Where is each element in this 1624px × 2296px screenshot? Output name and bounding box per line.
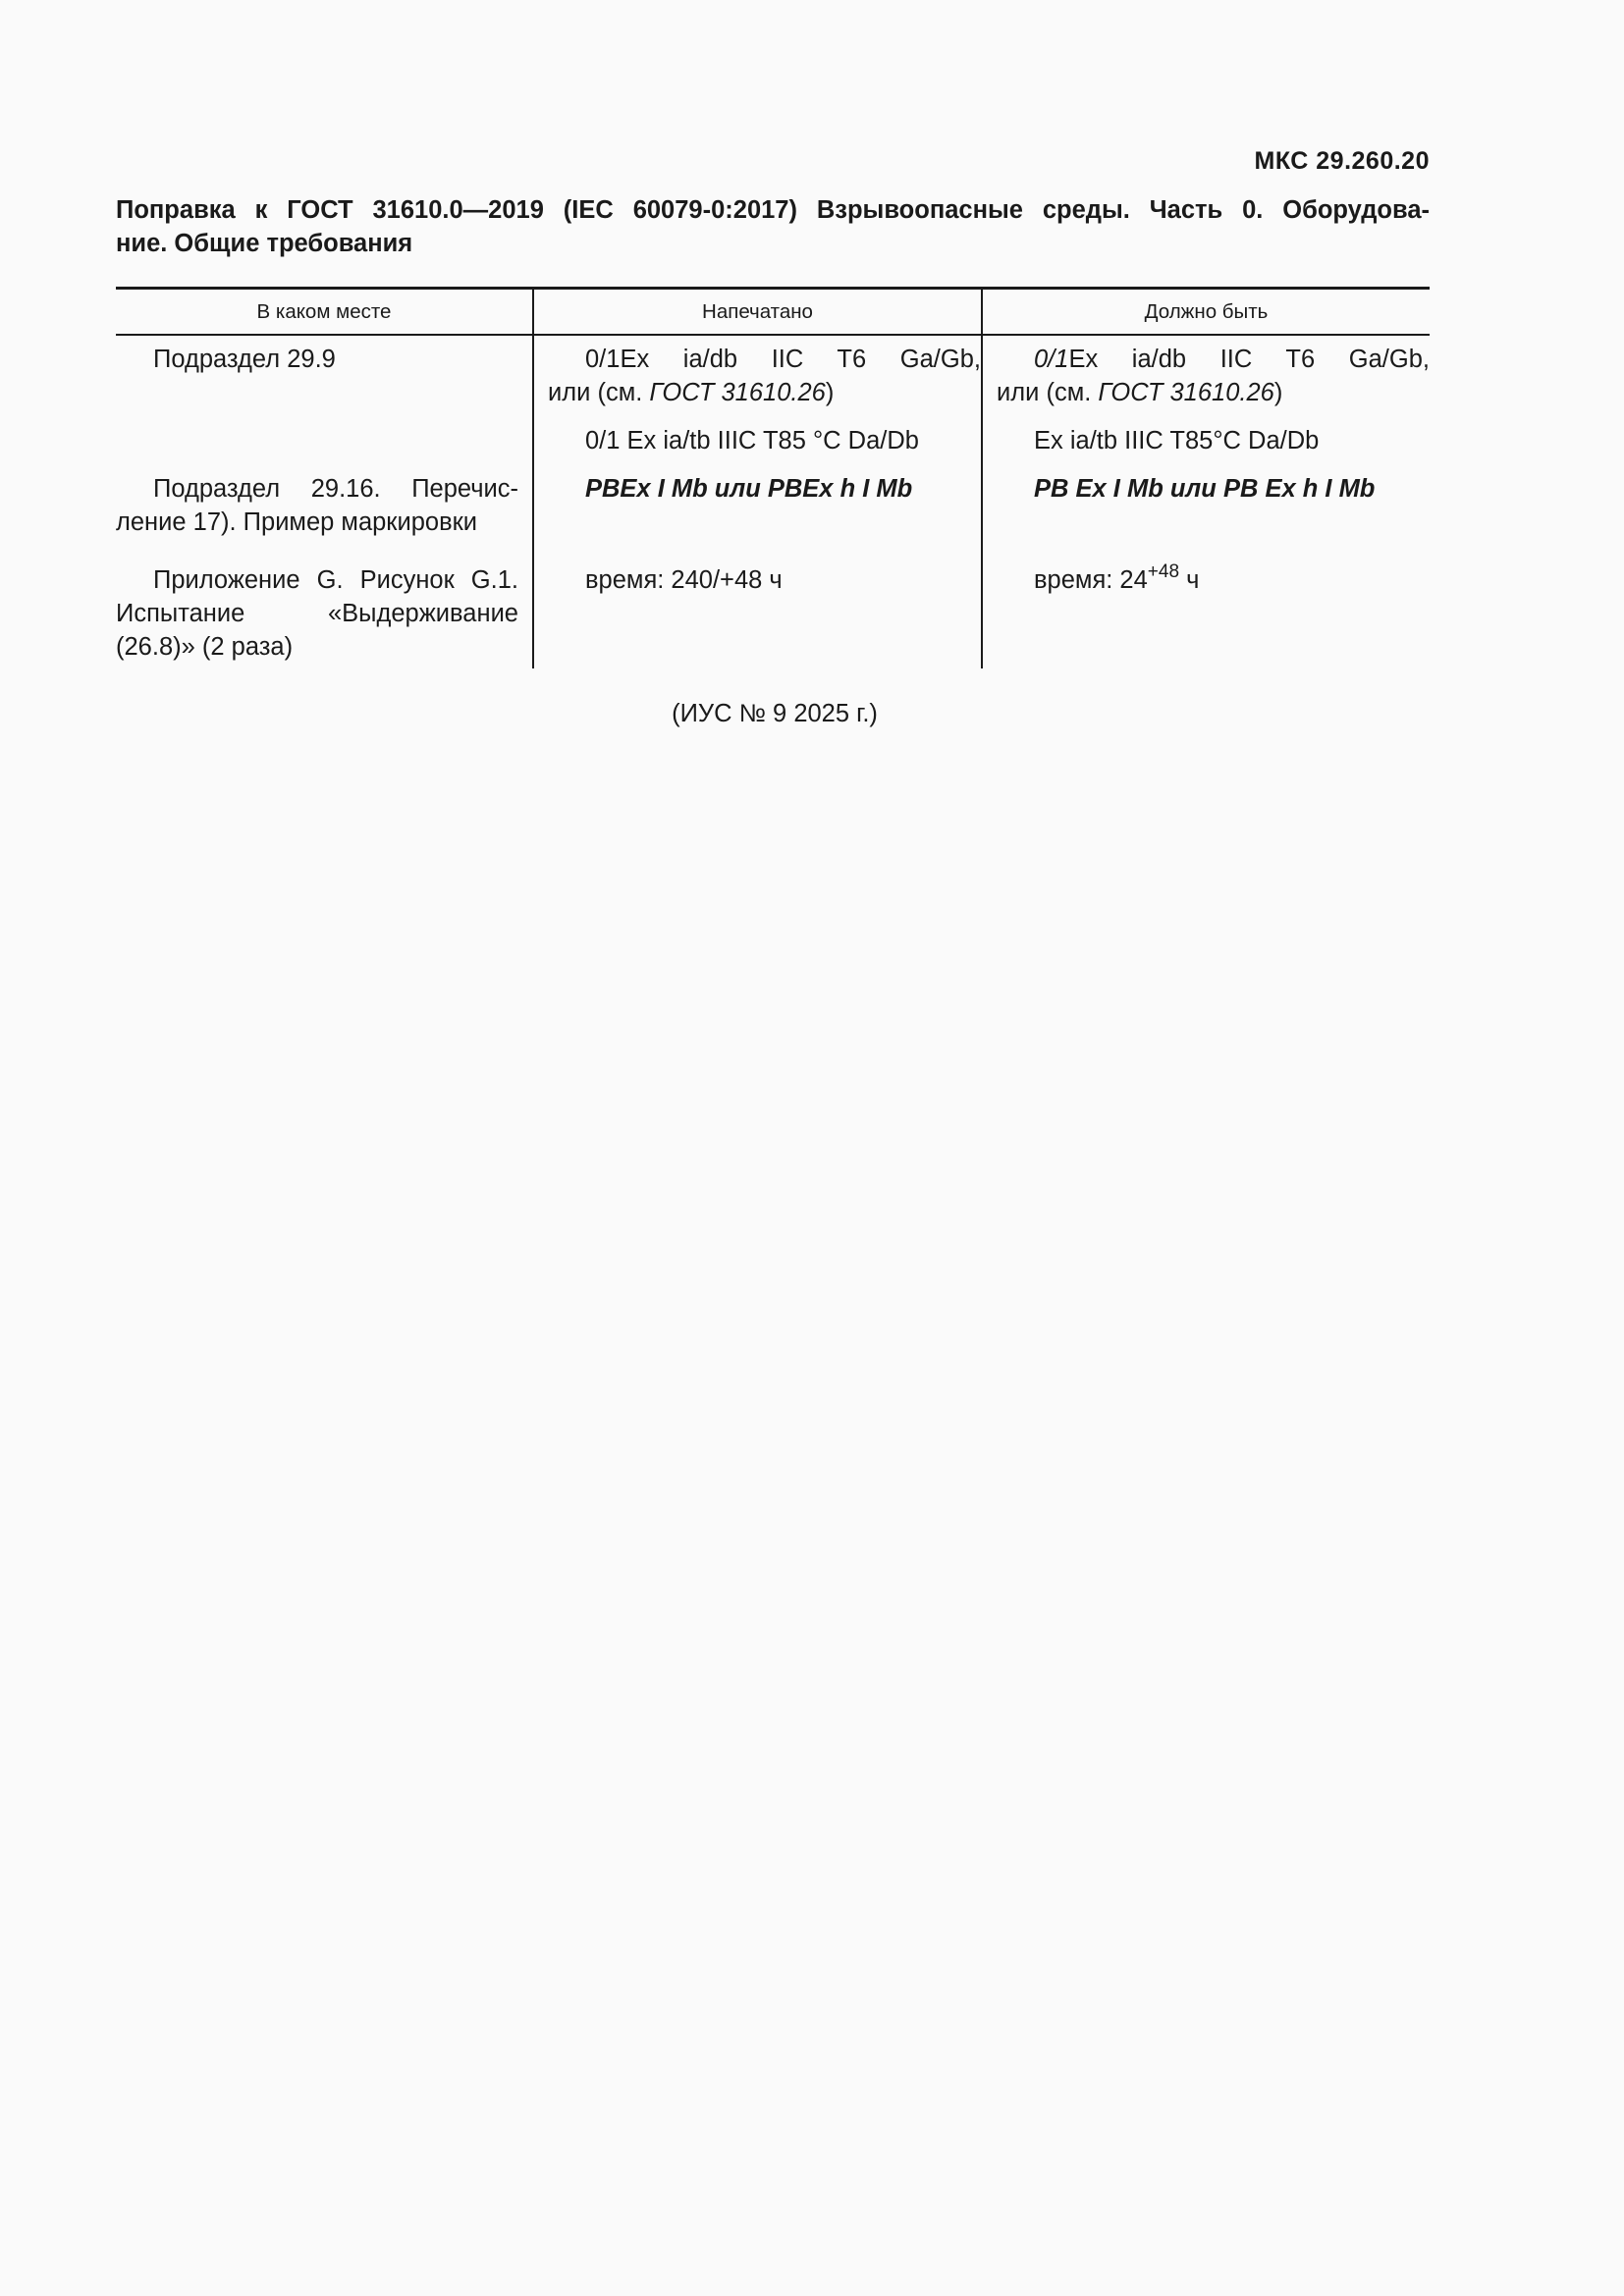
table-row [116,335,1430,409]
column-header-correct: Должно быть [982,289,1430,336]
table-row [116,409,1430,457]
correct-ref: ГОСТ 31610.26 [1098,379,1274,406]
correct-prefix: время: 24 [1034,566,1148,594]
correct-superscript: +48 [1147,561,1180,582]
table-header-row [116,289,1430,336]
cell-printed: PBEx I Mb или PBEx h I Mb [533,457,982,539]
table-row [116,457,1430,539]
printed-line-1: 0/1Ex ia/db IIC T6 Ga/Gb, [585,346,981,373]
cell-place [116,457,533,539]
publication-note: (ИУС № 9 2025 г.) [672,700,878,727]
correct-line-2 [997,376,1430,409]
cell-correct [982,539,1430,668]
place-line-1: Приложение G. Рисунок G.1. [153,566,518,594]
table-row [116,539,1430,668]
cell-correct: PB Ex I Mb или PB Ex h I Mb [982,457,1430,539]
correct-ref-prefix: или (см. [997,379,1099,406]
classification-code: МКС 29.260.20 [1254,147,1430,175]
place-line-1: Подраздел 29.16. Перечис- [153,475,518,503]
cell-printed [533,335,982,409]
correct-line-1 [997,343,1430,376]
place-line-2: ление 17). Пример маркировки [116,508,478,536]
printed-ref-suffix: ) [825,379,835,406]
printed-ref-prefix: или (см. [548,379,650,406]
cell-printed: время: 240/+48 ч [533,539,982,668]
cell-printed: 0/1 Ex ia/tb IIIC T85 °C Da/Db [533,409,982,457]
printed-ref: ГОСТ 31610.26 [649,379,826,406]
printed-line-2 [548,376,981,409]
cell-place [116,409,533,457]
title-line-2: ние. Общие требования [116,230,413,257]
column-header-printed: Напечатано [533,289,982,336]
correct-italic-prefix: 0/1 [1034,346,1069,373]
corrections-table [116,287,1430,668]
title-line-1: Поправка к ГОСТ 31610.0—2019 (IEC 60079-0:2017) Взрывоопасные среды. Часть 0. Оборудова- [116,196,1430,224]
column-header-place: В каком месте [116,289,533,336]
place-line-3: (26.8)» (2 раза) [116,633,294,661]
cell-place [116,539,533,668]
cell-place: Подраздел 29.9 [153,346,336,373]
place-line-2: Испытание «Выдерживание [116,600,518,627]
correct-ref-suffix: ) [1273,379,1283,406]
cell-correct [982,335,1430,409]
document-title [116,193,1430,260]
correct-line-1-text: Ex ia/db IIC T6 Ga/Gb, [1068,346,1430,373]
correct-suffix: ч [1179,566,1200,594]
cell-correct: Ex ia/tb IIIC T85°C Da/Db [982,409,1430,457]
